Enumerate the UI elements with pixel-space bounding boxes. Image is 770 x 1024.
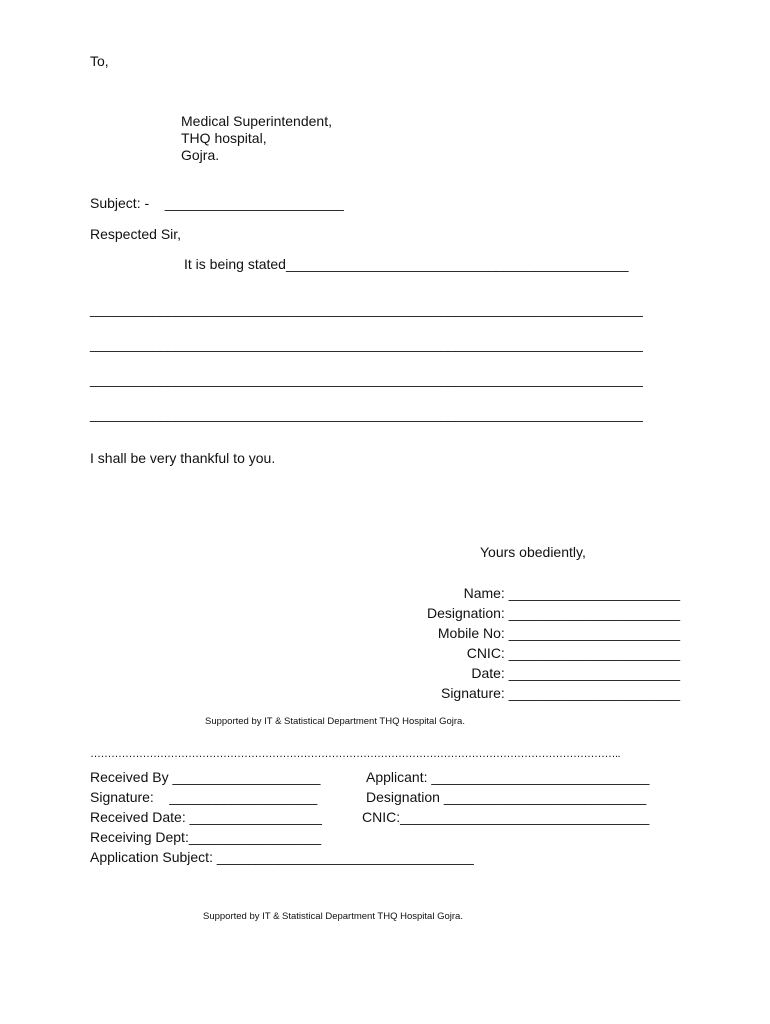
recipient-city: Gojra. bbox=[181, 147, 220, 163]
to-label: To, bbox=[90, 53, 109, 69]
greeting: Respected Sir, bbox=[90, 226, 182, 242]
subject-line: Subject: - _______________________ bbox=[90, 195, 344, 211]
cnic-field: CNIC: ______________________ bbox=[466, 645, 680, 661]
cut-line: …………………………………………………………………………………………………………………………………….. bbox=[90, 748, 621, 760]
mobile-field: Mobile No: ______________________ bbox=[437, 625, 680, 641]
receipt-designation-field: Designation __________________________ bbox=[366, 789, 647, 805]
receipt-applicant-field: Applicant: ____________________________ bbox=[366, 769, 650, 785]
sign-off: Yours obediently, bbox=[480, 544, 586, 560]
received-date-field: Received Date: _________________ bbox=[90, 809, 322, 825]
footer-note: Supported by IT & Statistical Department THQ Hospital Gojra. bbox=[203, 911, 463, 922]
receiving-dept-field: Receiving Dept:_________________ bbox=[90, 829, 322, 845]
receipt-signature-field: Signature: ___________________ bbox=[90, 789, 318, 805]
recipient-title: Medical Superintendent, bbox=[181, 113, 332, 129]
blank-line: _______________________________________________________________________ bbox=[90, 406, 643, 422]
support-note: Supported by IT & Statistical Department THQ Hospital Gojra. bbox=[205, 716, 465, 727]
blank-line: _______________________________________________________________________ bbox=[90, 301, 643, 317]
recipient-hospital: THQ hospital, bbox=[181, 130, 267, 146]
signature-field: Signature: ______________________ bbox=[440, 685, 680, 701]
name-field: Name: ______________________ bbox=[463, 585, 680, 601]
blank-line: _______________________________________________________________________ bbox=[90, 336, 643, 352]
opening-line: It is being stated____________________________________________ bbox=[184, 256, 629, 272]
application-subject-field: Application Subject: _________________________________ bbox=[90, 849, 474, 865]
blank-line: _______________________________________________________________________ bbox=[90, 371, 643, 387]
designation-field: Designation: ______________________ bbox=[426, 605, 680, 621]
received-by-field: Received By ___________________ bbox=[90, 769, 321, 785]
receipt-cnic-field: CNIC:________________________________ bbox=[362, 809, 650, 825]
date-field: Date: ______________________ bbox=[471, 665, 680, 681]
closing-line: I shall be very thankful to you. bbox=[90, 450, 276, 466]
